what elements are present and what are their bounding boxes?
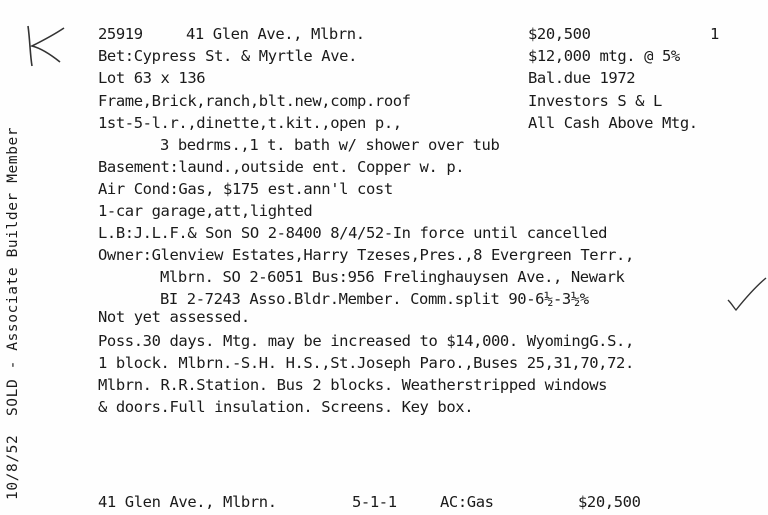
listing-broker: L.B:J.L.F.& Son SO 2-8400 8/4/52-In force until cancelled	[98, 224, 608, 242]
remarks-line: & doors.Full insulation. Screens. Key box.	[98, 398, 474, 416]
garage: 1-car garage,att,lighted	[98, 202, 313, 220]
air-conditioning: Air Cond:Gas, $175 est.ann'l cost	[98, 180, 393, 198]
first-floor: 1st-5-l.r.,dinette,t.kit.,open p.,	[98, 114, 402, 132]
remarks-line: 1 block. Mlbrn.-S.H. H.S.,St.Joseph Paro.,Buses 25,31,70,72.	[98, 354, 634, 372]
mortgage: $12,000 mtg. @ 5%	[528, 47, 680, 65]
footer-rooms: 5-1-1	[352, 493, 397, 511]
footer-ac: AC:Gas	[440, 493, 494, 511]
remarks-line: Poss.30 days. Mtg. may be increased to $14,000. WyomingG.S.,	[98, 332, 634, 350]
footer-price: $20,500	[578, 493, 641, 511]
bedrooms: 3 bedrms.,1 t. bath w/ shower over tub	[160, 136, 500, 154]
owner-line-3: BI 2-7243 Asso.Bldr.Member. Comm.split 90-6½-3½%	[160, 290, 589, 308]
between-streets: Bet:Cypress St. & Myrtle Ave.	[98, 47, 358, 65]
listing-number: 25919	[98, 25, 143, 43]
check-mark	[724, 276, 768, 314]
assessment: Not yet assessed.	[98, 308, 250, 326]
construction: Frame,Brick,ranch,blt.new,comp.roof	[98, 92, 411, 110]
basement: Basement:laund.,outside ent. Copper w. p.	[98, 158, 465, 176]
footer-address: 41 Glen Ave., Mlbrn.	[98, 493, 277, 511]
balance-due: Bal.due 1972	[528, 69, 636, 87]
owner-line-2: Mlbrn. SO 2-6051 Bus:956 Frelinghauysen Ave., Newark	[160, 268, 625, 286]
lender: Investors S & L	[528, 92, 662, 110]
lot-size: Lot 63 x 136	[98, 69, 206, 87]
sold-stamp: 10/8/52 SOLD - Associate Builder Member	[5, 126, 21, 500]
address: 41 Glen Ave., Mlbrn.	[186, 25, 365, 43]
handwritten-k-mark	[18, 22, 70, 70]
card-number: 1	[710, 25, 719, 43]
price: $20,500	[528, 25, 591, 43]
cash-terms: All Cash Above Mtg.	[528, 114, 698, 132]
owner-line-1: Owner:Glenview Estates,Harry Tzeses,Pres.,8 Evergreen Terr.,	[98, 246, 634, 264]
remarks-line: Mlbrn. R.R.Station. Bus 2 blocks. Weatherstripped windows	[98, 376, 608, 394]
